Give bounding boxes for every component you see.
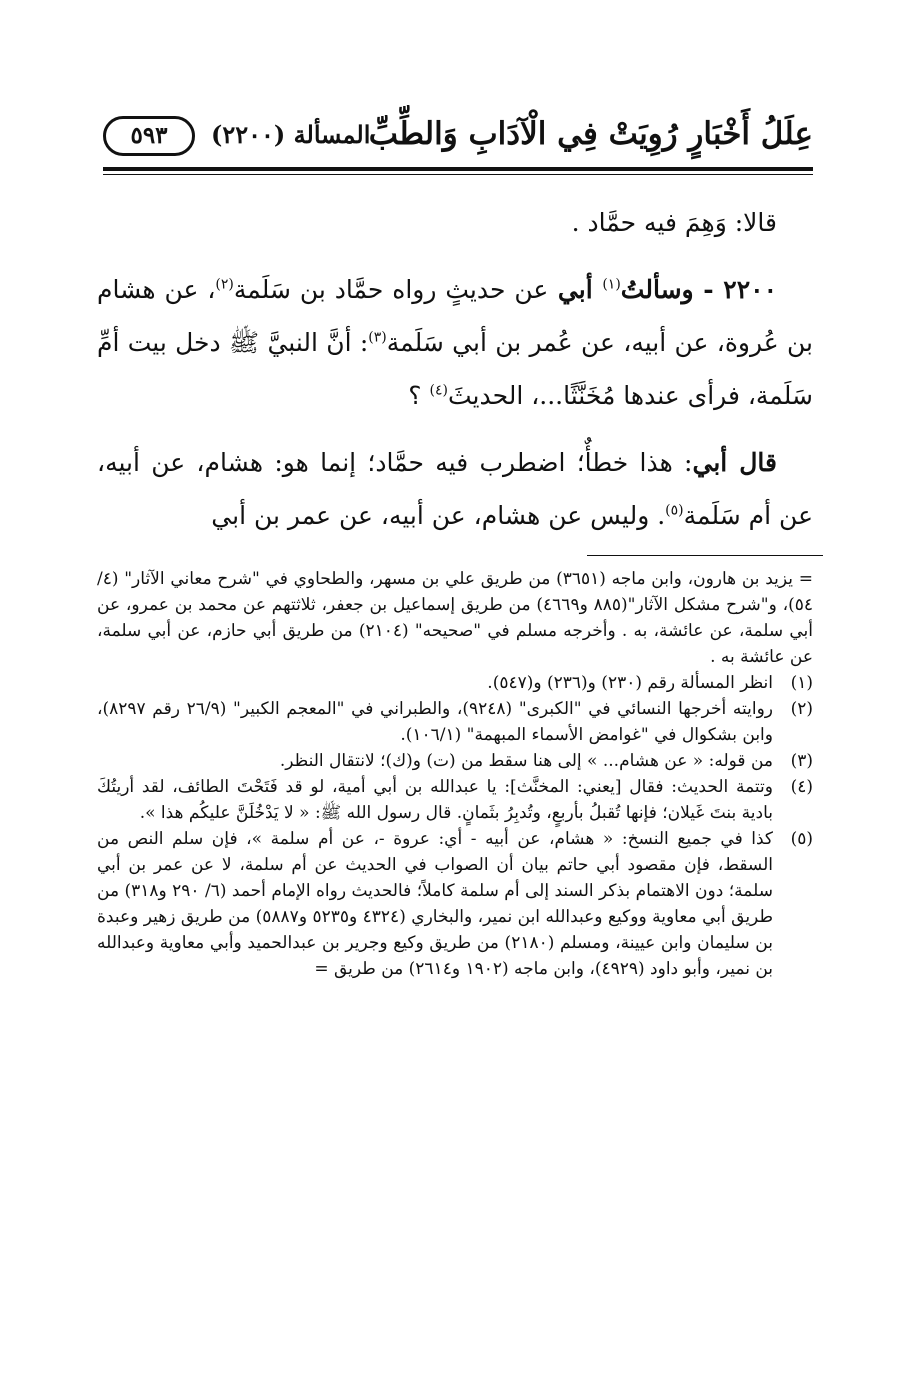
question-paragraph	[97, 263, 813, 422]
book-title: عِلَلُ أَخْبَارٍ رُوِيَتْ فِي الْآدَابِ وَالطِّبِّ	[368, 116, 813, 152]
footnote-4	[97, 774, 813, 826]
footnote-text: وتتمة الحديث: فقال [يعني: المخنَّث]: يا عبدالله بن أبي أمية، لو قد فَتَحْتَ الطائف، لقد أريتُكَ بادية بنتَ غَيلان؛ فإنها تُقبلُ بأربعٍ، وتُدبِرُ بثَمانٍ. قال رسول الله ﷺ: « لا يَدْخُلَنَّ عليكُم هذا ».	[97, 777, 773, 823]
question-text-d: ؟	[408, 381, 430, 410]
header-rule-thin	[103, 174, 813, 175]
opening-line: قالا: وَهِمَ فيه حمَّاد .	[571, 208, 777, 237]
footnote-text: روايته أخرجها النسائي في "الكبرى" (٩٢٤٨)، والطبراني في "المعجم الكبير" (٢٦/٩ رقم ٨٢٩٧)، وابن بشكوال في "غوامض الأسماء المبهمة" (١٠٦/١).	[97, 699, 773, 745]
footnote-number: (٥)	[790, 829, 813, 849]
issue-number: ٢٢٠٠ - وسألتُ	[620, 275, 777, 304]
footnote-1	[97, 670, 813, 696]
answer-text-a: : هذا خطأٌ؛ اضطرب فيه حمَّاد؛ إنما هو: هشام، عن أبيه، عن أم سَلَمة	[97, 448, 813, 530]
question-text-c: : أنَّ النبيَّ ﷺ دخل بيت أمِّ سَلَمة، فرأى عندها مُخَنَّثًا...، الحديثَ	[97, 328, 813, 410]
footnote-ref-4[interactable]: (٤)	[429, 382, 448, 399]
issue-label: المسألة (٢٢٠٠)	[211, 120, 371, 149]
footnote-ref-1[interactable]: (١)	[602, 276, 621, 293]
footnote-5	[97, 826, 813, 982]
footnote-ref-5[interactable]: (٥)	[665, 502, 684, 519]
footnote-number: (٢)	[790, 699, 813, 719]
footnote-number: (١)	[790, 673, 813, 693]
footnote-separator	[587, 555, 823, 556]
footnote-2	[97, 696, 813, 748]
question-text-a: عن حديثٍ رواه حمَّاد بن سَلَمة	[233, 275, 549, 304]
question-text-b: ، عن هشام بن عُروة، عن أبيه، عن عُمر بن أبي سَلَمة	[97, 275, 813, 357]
footnotes	[97, 566, 813, 982]
answer-speaker: قال أبي	[692, 448, 777, 477]
footnote-3	[97, 748, 813, 774]
answer-text-b: . وليس عن هشام، عن أبيه، عن عمر بن أبي	[211, 501, 666, 530]
main-text	[97, 196, 813, 542]
footnote-number: (٤)	[790, 777, 813, 797]
page-number: ٥٩٣	[103, 116, 195, 156]
answer-paragraph	[97, 436, 813, 542]
running-header	[103, 112, 813, 168]
narrator-abi: أبي	[548, 275, 603, 304]
footnote-continuation: = يزيد بن هارون، وابن ماجه (٣٦٥١) من طريق علي بن مسهر، والطحاوي في "شرح معاني الآثار" (٤/ ٥٤)، و"شرح مشكل الآثار"(٨٨٥ و٤٦٦٩) من طريق إسماعيل بن جعفر، ثلاثتهم عن محمد بن عمرو، عن أبي سلمة، عن عائشة، به . وأخرجه مسلم في "صحيحه" (٢١٠٤) من طريق أبي حازم، عن أبي سلمة، عن عائشة به .	[97, 569, 813, 667]
header-rule-thick	[103, 167, 813, 171]
footnote-text: انظر المسألة رقم (٢٣٠) و(٢٣٦) و(٥٤٧).	[487, 673, 773, 693]
footnote-text: كذا في جميع النسخ: « هشام، عن أبيه - أي: عروة -، عن أم سلمة »، فإن سلم النص من السقط، فإن مقصود أبي حاتم بيان أن الصواب في الحديث عن أم سلمة، لا عن عمر بن أبي سلمة؛ دون الاهتمام بذكر السند إلى أم سلمة كاملاً؛ فالحديث رواه الإمام أحمد (٦/ ٢٩٠ و٣١٨) من طريق أبي معاوية ووكيع وعبدالله ابن نمير، والبخاري (٤٣٢٤ و٥٢٣٥ و٥٨٨٧) من طريق زهير وعبدة بن سليمان وابن عيينة، ومسلم (٢١٨٠) من طريق وكيع وجرير بن عبدالحميد وأبي معاوية وعبدالله بن نمير، وأبو داود (٤٩٢٩)، وابن ماجه (١٩٠٢ و٢٦١٤) من طريق =	[97, 829, 773, 979]
footnote-ref-2[interactable]: (٢)	[215, 276, 234, 293]
footnote-number: (٣)	[790, 751, 813, 771]
footnote-ref-3[interactable]: (٣)	[368, 329, 387, 346]
footnote-text: من قوله: « عن هشام... » إلى هنا سقط من (ت) و(ك)؛ لانتقال النظر.	[279, 751, 773, 771]
